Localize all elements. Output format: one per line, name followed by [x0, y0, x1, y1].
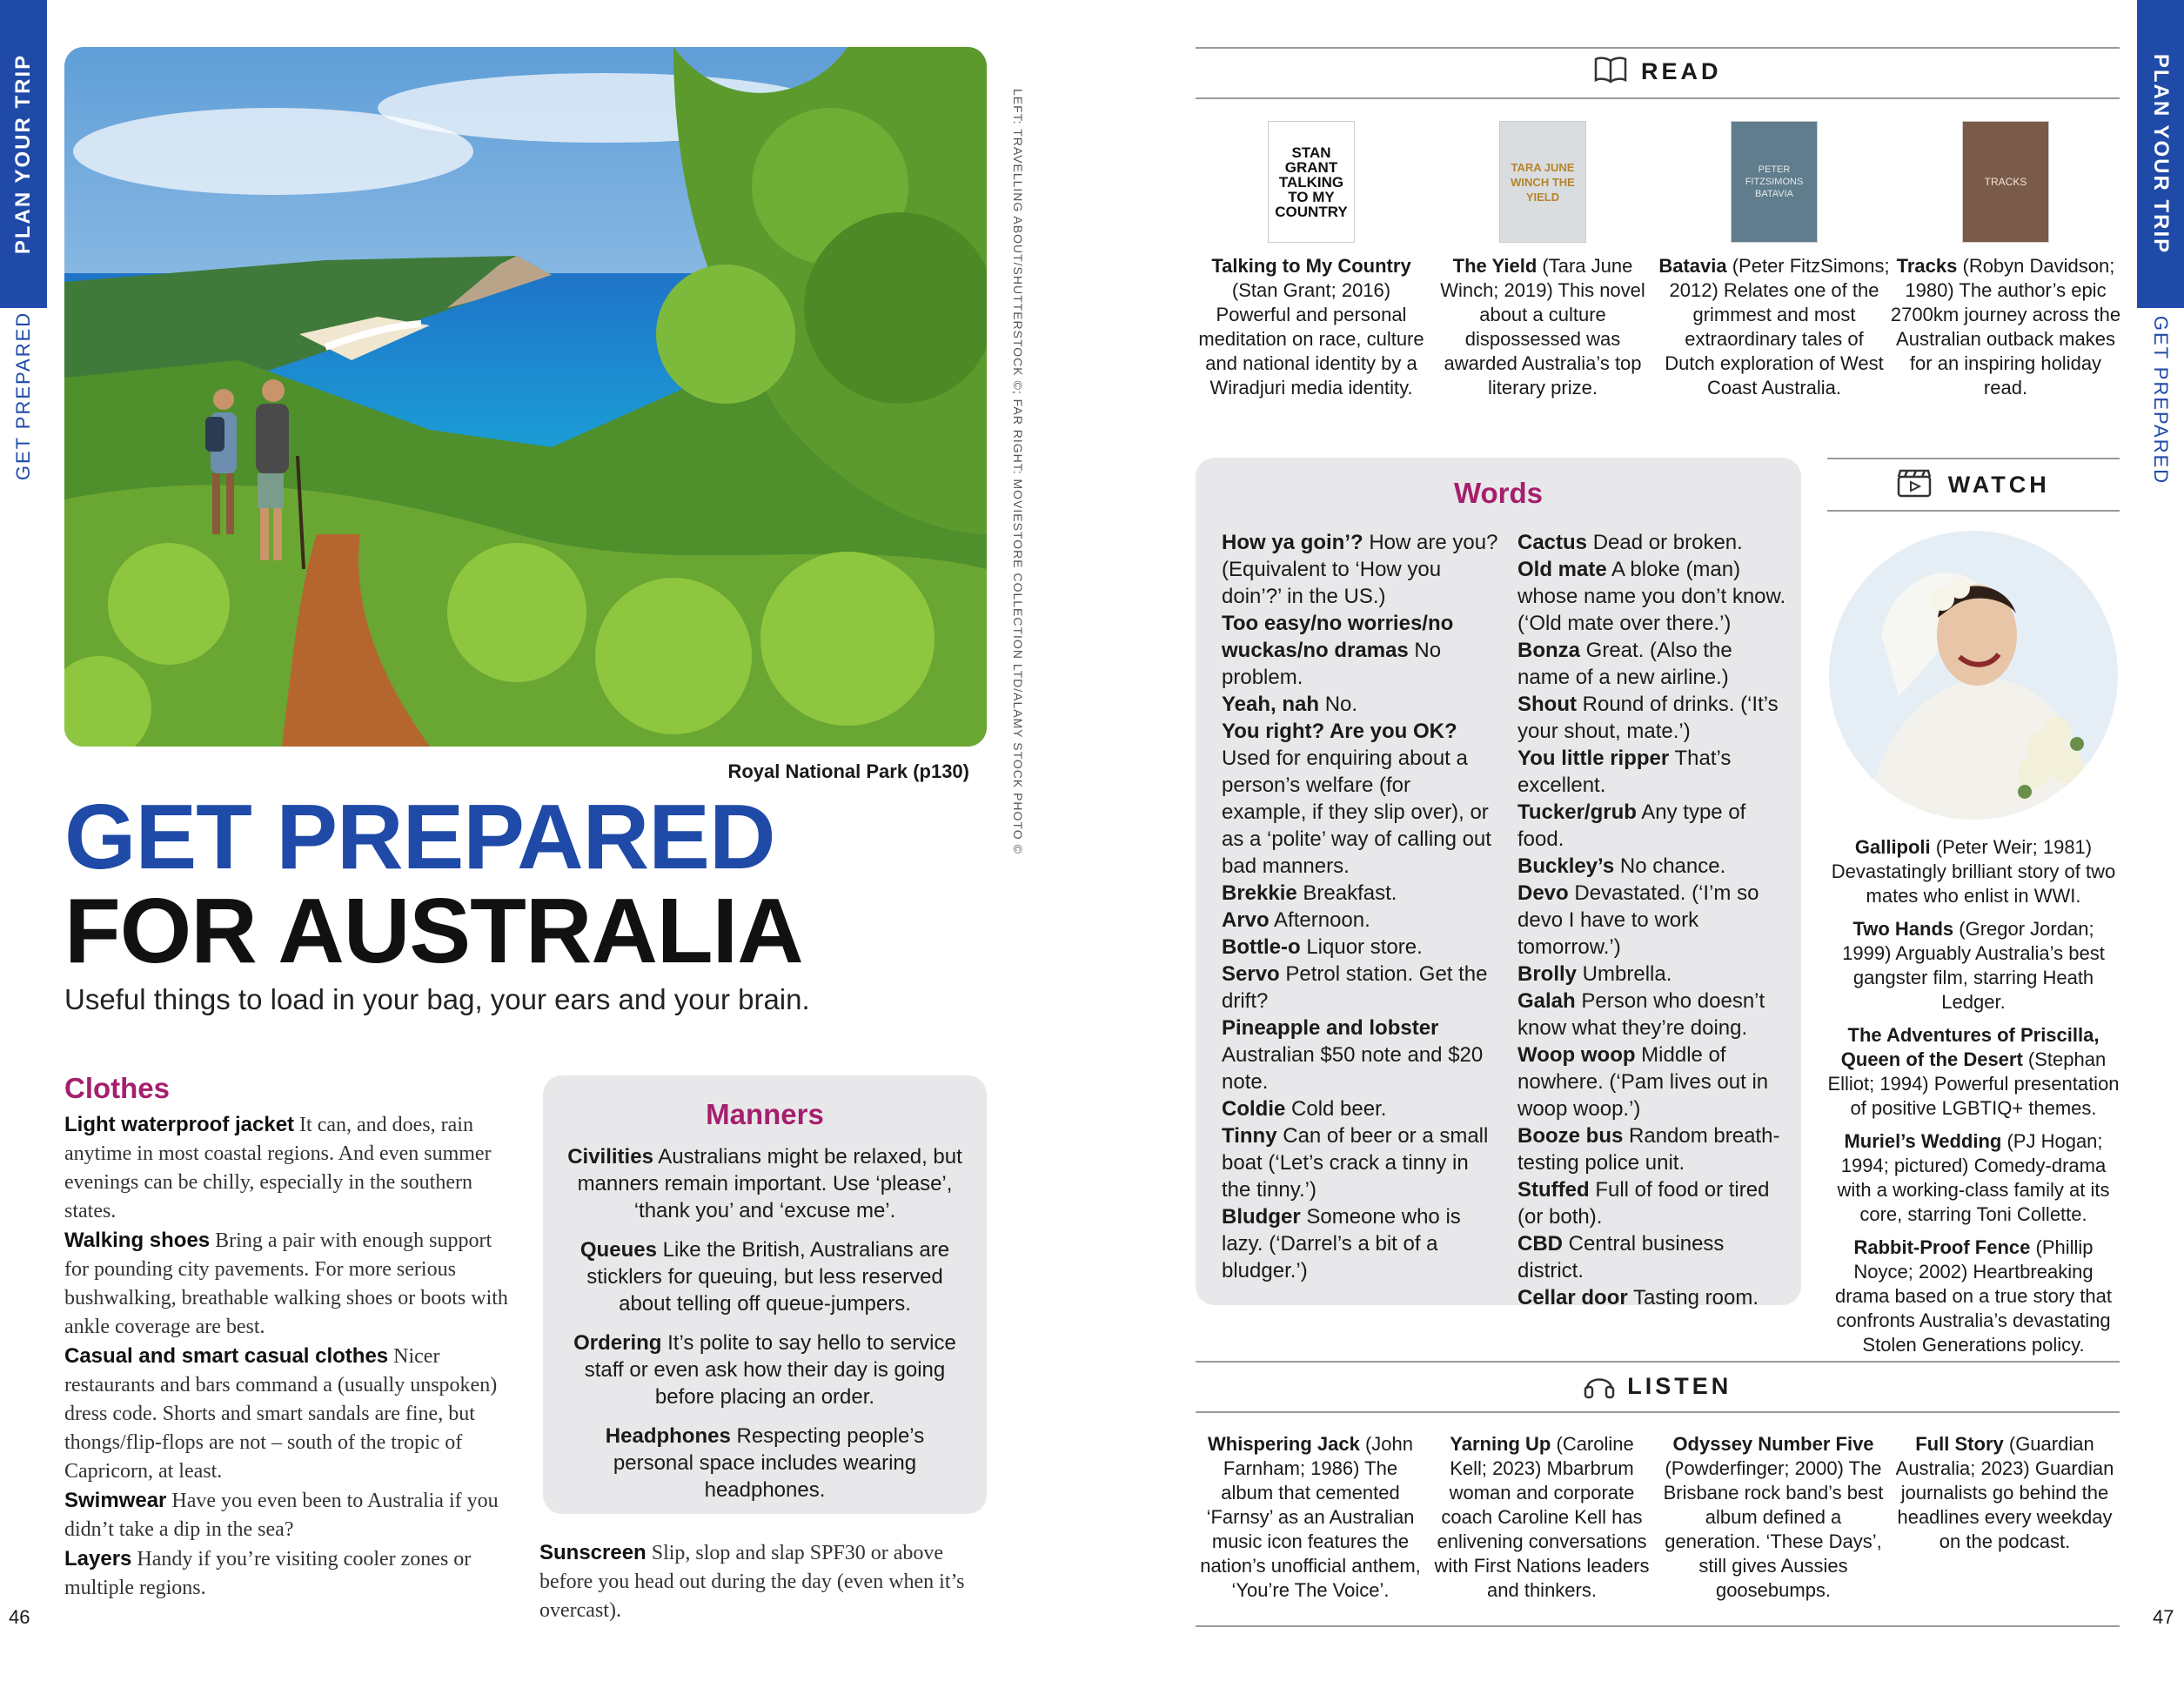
manners-item-term: Ordering — [573, 1331, 662, 1355]
glossary-term: You little ripper — [1517, 747, 1670, 770]
glossary-definition: Full of food or tired (or both). — [1517, 1178, 1770, 1229]
listen-description: (John Farnham; 1986) The album that cemented ‘Farnsy’ as an Australian music icon features the nation’s unofficial anthem, ‘You’re The Voice’. — [1200, 1433, 1421, 1601]
glossary-definition: Central business district. — [1517, 1232, 1725, 1283]
glossary-definition: That’s excellent. — [1517, 747, 1732, 797]
film-description: (Stephan Elliot; 1994) Powerful presentation of positive LGBTIQ+ themes. — [1827, 1048, 2120, 1119]
right-section-tab — [2137, 0, 2184, 487]
glossary-entry — [1517, 637, 1787, 691]
page-title — [64, 786, 803, 982]
glossary-definition: Round of drinks. (‘It’s your shout, mate.’) — [1517, 693, 1779, 743]
manners-box — [543, 1075, 987, 1514]
glossary-entry — [1222, 1015, 1498, 1095]
glossary-definition: Middle of nowhere. (‘Pam lives out in woop woop.’) — [1517, 1043, 1769, 1121]
glossary-term: Servo — [1222, 962, 1280, 986]
book-title: Batavia — [1658, 255, 1727, 277]
glossary-term: Stuffed — [1517, 1178, 1590, 1202]
glossary-term: Pineapple and lobster — [1222, 1016, 1439, 1040]
glossary-term: Booze bus — [1517, 1124, 1624, 1148]
watch-heading: WATCH — [1947, 472, 2050, 498]
book-cover-text: STAN GRANT TALKING TO MY COUNTRY — [1275, 144, 1348, 220]
watch-top-rule — [1827, 458, 2120, 459]
glossary-term: Cactus — [1517, 531, 1588, 554]
glossary-definition: Cold beer. — [1285, 1097, 1387, 1121]
film-title: Rabbit-Proof Fence — [1853, 1236, 2031, 1258]
read-heading: READ — [1640, 58, 1722, 84]
film-entry — [1827, 917, 2120, 1015]
listen-title: Whispering Jack — [1208, 1433, 1360, 1455]
glossary-definition: Dead or broken. — [1587, 531, 1743, 554]
film-description: (Peter Weir; 1981) Devastatingly brilliant story of two mates who enlist in WWI. — [1831, 836, 2116, 907]
glossary-term: Arvo — [1222, 908, 1270, 932]
glossary-entry — [1222, 1095, 1498, 1122]
film-entry — [1827, 1236, 2120, 1357]
book-title: The Yield — [1452, 255, 1538, 277]
photo-caption: Royal National Park (p130) — [727, 760, 969, 782]
glossary-entry — [1517, 799, 1787, 853]
glossary-term: Yeah, nah — [1222, 693, 1320, 716]
glossary-entry — [1222, 1203, 1498, 1284]
manners-item-text: Respecting people’s personal space includes wearing headphones. — [613, 1424, 925, 1502]
right-tab-get-label: GET PREPARED — [2150, 315, 2172, 486]
glossary-entry — [1517, 745, 1787, 799]
glossary-definition: Any type of food. — [1517, 800, 1746, 851]
book-icon — [1594, 56, 1627, 88]
page-title-line2: FOR AUSTRALIA — [64, 880, 803, 982]
film-title: Muriel’s Wedding — [1844, 1130, 2002, 1152]
clothes-item-text: Nicer restaurants and bars command a (usually unspoken) dress code. Shorts and smart sandals are fine, but thongs/flip-flops are not – south of the tropic of Capricorn, at least. — [64, 1345, 498, 1483]
read-header — [1196, 56, 2120, 88]
film-entry — [1827, 1023, 2120, 1121]
left-tab-get-label: GET PREPARED — [12, 311, 34, 481]
listen-title: Odyssey Number Five — [1672, 1433, 1874, 1455]
listen-description: (Caroline Kell; 2023) Mbarbrum woman and corporate coach Caroline Kell has enlivening conversations with First Nations leaders and thinkers. — [1434, 1433, 1650, 1601]
clothes-item — [64, 1226, 517, 1342]
glossary-entry — [1222, 961, 1498, 1015]
listen-top-rule — [1196, 1361, 2120, 1363]
glossary-definition: Breakfast. — [1296, 881, 1397, 905]
glossary-term: Bonza — [1517, 639, 1580, 662]
book-cover — [1732, 122, 1817, 242]
clothes-section — [64, 1072, 517, 1603]
sunscreen-term: Sunscreen — [539, 1541, 646, 1564]
glossary-definition: How are you? (Equivalent to ‘How you doin’?’ in the US.) — [1222, 531, 1498, 608]
glossary-definition: No problem. — [1222, 639, 1442, 689]
manners-item-text: Australians might be relaxed, but manners remain important. Use ‘please’, ‘thank you’ and ‘excuse me’. — [577, 1145, 962, 1222]
clothes-item — [64, 1342, 517, 1486]
glossary-definition: Australian $50 note and $20 note. — [1222, 1043, 1484, 1094]
page-title-line1: GET PREPARED — [64, 786, 775, 888]
glossary-term: Woop woop — [1517, 1043, 1636, 1067]
clothes-item-text: Bring a pair with enough support for pounding city pavements. For more serious bushwalking, breathable walking shoes or boots with ankle coverage are best. — [64, 1229, 508, 1338]
clothes-item-term: Swimwear — [64, 1489, 167, 1512]
clothes-item-text: Have you even been to Australia if you didn’t take a dip in the sea? — [64, 1490, 499, 1541]
glossary-term: Too easy/no worries/no wuckas/no dramas — [1222, 612, 1454, 662]
glossary-term: Coldie — [1222, 1097, 1286, 1121]
glossary-term: Cellar door — [1517, 1286, 1628, 1309]
clothes-item-text: Handy if you’re visiting cooler zones or multiple regions. — [64, 1548, 472, 1599]
book-entry — [1427, 120, 1658, 400]
sunscreen-paragraph — [539, 1538, 992, 1625]
glossary-definition: Person who doesn’t know what they’re doing. — [1517, 989, 1765, 1040]
manners-item — [566, 1329, 964, 1410]
film-title: The Adventures of Priscilla, Queen of the Desert — [1840, 1024, 2100, 1070]
glossary-definition: Great. (Also the name of a new airline.) — [1517, 639, 1732, 689]
glossary-term: You right? Are you OK? — [1222, 720, 1457, 743]
clothes-item — [64, 1544, 517, 1603]
book-cover-text: TRACKS — [1984, 176, 2027, 188]
glossary-entry — [1517, 556, 1787, 637]
glossary-term: Buckley’s — [1517, 854, 1615, 878]
glossary-term: Tinny — [1222, 1124, 1277, 1148]
listen-header — [1196, 1370, 2120, 1403]
book-entry — [1196, 120, 1427, 400]
listen-description: (Guardian Australia; 2023) Guardian journalists go behind the headlines every weekday on the podcast. — [1895, 1433, 2114, 1552]
glossary-definition: A bloke (man) whose name you don’t know. (‘Old mate over there.’) — [1517, 558, 1786, 635]
read-bottom-rule — [1196, 97, 2120, 99]
left-tab-plan-label: PLAN YOUR TRIP — [11, 53, 35, 255]
right-tab-plan-label: PLAN YOUR TRIP — [2149, 53, 2173, 255]
glossary-definition: Umbrella. — [1577, 962, 1672, 986]
glossary-definition: No. — [1319, 693, 1358, 716]
glossary-definition: Devastated. (‘I’m so devo I have to work tomorrow.’) — [1517, 881, 1759, 959]
clapperboard-icon — [1897, 468, 1932, 502]
glossary-entry — [1517, 1284, 1787, 1311]
book-entry — [1658, 120, 1890, 400]
headphones-icon — [1584, 1370, 1615, 1403]
manners-item-text: Like the British, Australians are sticklers for queuing, but less reserved about telling off queue-jumpers. — [586, 1238, 950, 1316]
clothes-item-term: Walking shoes — [64, 1229, 211, 1252]
glossary-entry — [1222, 934, 1498, 961]
glossary-term: CBD — [1517, 1232, 1563, 1256]
glossary-entry — [1222, 1122, 1498, 1203]
glossary-definition: Used for enquiring about a person’s welfare (for example, if they slip over), or as a ‘polite’ way of calling out bad manners. — [1222, 747, 1491, 878]
left-section-tab — [0, 0, 47, 487]
page-bottom-rule — [1196, 1625, 2120, 1627]
glossary-entry — [1517, 961, 1787, 988]
glossary-entry — [1222, 880, 1498, 907]
glossary-entry — [1517, 1041, 1787, 1122]
glossary-entry — [1517, 853, 1787, 880]
watch-bottom-rule — [1827, 510, 2120, 512]
glossary-term: Brolly — [1517, 962, 1578, 986]
glossary-entry — [1222, 529, 1498, 610]
book-text: (Tara June Winch; 2019) This novel about a culture dispossessed was awarded Australia’s top literary prize. — [1440, 255, 1645, 398]
clothes-item-text: It can, and does, rain anytime in most coastal regions. And even summer evenings can be chilly, especially in the southern states. — [64, 1114, 492, 1222]
watch-header — [1827, 468, 2120, 502]
glossary-term: How ya goin’? — [1222, 531, 1363, 554]
glossary-term: Brekkie — [1222, 881, 1297, 905]
sunscreen-text: Slip, slop and slap SPF30 or above before you head out during the day (even when it’s overcast). — [539, 1542, 965, 1622]
glossary-entry — [1517, 1176, 1787, 1230]
page-subtitle: Useful things to load in your bag, your ears and your brain. — [64, 983, 810, 1015]
manners-item — [566, 1423, 964, 1504]
book-cover-text: PETER FITZSIMONS BATAVIA — [1745, 164, 1804, 199]
words-box — [1196, 458, 1801, 1309]
words-heading: Words — [1453, 477, 1544, 509]
read-top-rule — [1196, 47, 2120, 49]
listen-description: (Powderfinger; 2000) The Brisbane rock band’s best album defined a generation. ‘These Days’, still gives Aussies goosebumps. — [1663, 1457, 1884, 1601]
manners-item — [566, 1143, 964, 1224]
glossary-term: Bottle-o — [1222, 935, 1301, 959]
glossary-definition: No chance. — [1614, 854, 1726, 878]
glossary-definition: Can of beer or a small boat (‘Let’s crack a tinny in the tinny.’) — [1222, 1124, 1489, 1202]
clothes-item-term: Light waterproof jacket — [64, 1113, 295, 1136]
book-description — [1658, 254, 1890, 400]
clothes-item-term: Layers — [64, 1547, 132, 1570]
book-description — [1427, 254, 1658, 400]
glossary-definition: Afternoon. — [1269, 908, 1370, 932]
manners-item-term: Headphones — [605, 1424, 731, 1448]
book-cover — [1963, 122, 2048, 242]
book-description — [1196, 254, 1427, 400]
glossary-term: Tucker/grub — [1517, 800, 1637, 824]
page-number-right: 47 — [2153, 1606, 2174, 1628]
film-title: Gallipoli — [1854, 836, 1931, 858]
hero-photo — [64, 47, 987, 747]
film-entry — [1827, 835, 2120, 908]
page-number-left: 46 — [9, 1606, 30, 1628]
listen-title: Full Story — [1915, 1433, 2004, 1455]
clothes-item — [64, 1110, 517, 1226]
book-cover — [1269, 122, 1354, 242]
manners-heading: Manners — [706, 1098, 824, 1130]
book-cover-text: TARA JUNE WINCH THE YIELD — [1511, 160, 1575, 204]
glossary-definition: Petrol station. Get the drift? — [1222, 962, 1488, 1013]
glossary-entry — [1222, 907, 1498, 934]
album-podcast-entry — [1430, 1432, 1653, 1603]
clothes-item-term: Casual and smart casual clothes — [64, 1344, 389, 1368]
glossary-term: Devo — [1517, 881, 1569, 905]
glossary-entry — [1517, 529, 1787, 556]
album-podcast-entry — [1199, 1432, 1422, 1603]
book-text: (Stan Grant; 2016) Powerful and personal meditation on race, culture and national identity by a Wiradjuri media identity. — [1198, 279, 1424, 398]
glossary-entry — [1517, 880, 1787, 961]
glossary-definition: Random breath-testing police unit. — [1517, 1124, 1780, 1175]
glossary-term: Old mate — [1517, 558, 1607, 581]
film-description: (PJ Hogan; 1994; pictured) Comedy-drama with a working-class family at its core, starring Toni Collette. — [1837, 1130, 2110, 1225]
watch-still-photo — [1829, 531, 2118, 820]
glossary-definition: Someone who is lazy. (‘Darrel’s a bit of a bludger.’) — [1222, 1205, 1461, 1283]
film-title: Two Hands — [1852, 918, 1954, 940]
glossary-entry — [1517, 1230, 1787, 1284]
manners-item-term: Civilities — [567, 1145, 653, 1169]
book-entry — [1890, 120, 2121, 400]
glossary-definition: Liquor store. — [1300, 935, 1423, 959]
book-title: Talking to My Country — [1211, 255, 1411, 277]
glossary-term: Galah — [1517, 989, 1576, 1013]
photo-credit — [1001, 89, 1025, 854]
glossary-entry — [1222, 610, 1498, 691]
album-podcast-entry — [1662, 1432, 1885, 1603]
clothes-heading: Clothes — [64, 1072, 171, 1104]
glossary-entry — [1517, 1122, 1787, 1176]
film-entry — [1827, 1129, 2120, 1227]
clothes-item — [64, 1486, 517, 1544]
listen-title: Yarning Up — [1450, 1433, 1551, 1455]
photo-credit-text: LEFT: TRAVELLING ABOUT/SHUTTERSTOCK ©; FAR RIGHT: MOVIESTORE COLLECTION LTD/ALAMY STOCK PHOTO © — [1011, 89, 1025, 854]
book-text: (Robyn Davidson; 1980) The author’s epic 2700km journey across the Australian outback makes for an inspiring holiday read. — [1890, 255, 2121, 398]
listen-bottom-rule — [1196, 1411, 2120, 1413]
manners-item-term: Queues — [579, 1238, 657, 1262]
listen-heading: LISTEN — [1627, 1373, 1732, 1399]
book-description — [1890, 254, 2121, 400]
glossary-entry — [1222, 718, 1498, 880]
glossary-term: Bludger — [1222, 1205, 1301, 1229]
book-title: Tracks — [1896, 255, 1958, 277]
manners-item — [566, 1236, 964, 1317]
film-description: (Phillip Noyce; 2002) Heartbreaking drama based on a true story that confronts Australia’s devastating Stolen Generations policy. — [1835, 1236, 2112, 1356]
book-cover — [1500, 122, 1585, 242]
manners-item-text: It’s polite to say hello to service staff or even ask how their day is going before placing an order. — [584, 1331, 956, 1409]
album-podcast-entry — [1893, 1432, 2116, 1554]
glossary-entry — [1517, 691, 1787, 745]
glossary-entry — [1517, 988, 1787, 1041]
glossary-term: Shout — [1517, 693, 1577, 716]
glossary-entry — [1222, 691, 1498, 718]
film-description: (Gregor Jordan; 1999) Arguably Australia’s best gangster film, starring Heath Ledger. — [1842, 918, 2105, 1013]
glossary-definition: Tasting room. — [1627, 1286, 1759, 1309]
book-text: (Peter FitzSimons; 2012) Relates one of the grimmest and most extraordinary tales of Dutch exploration of West Coast Australia. — [1665, 255, 1890, 398]
